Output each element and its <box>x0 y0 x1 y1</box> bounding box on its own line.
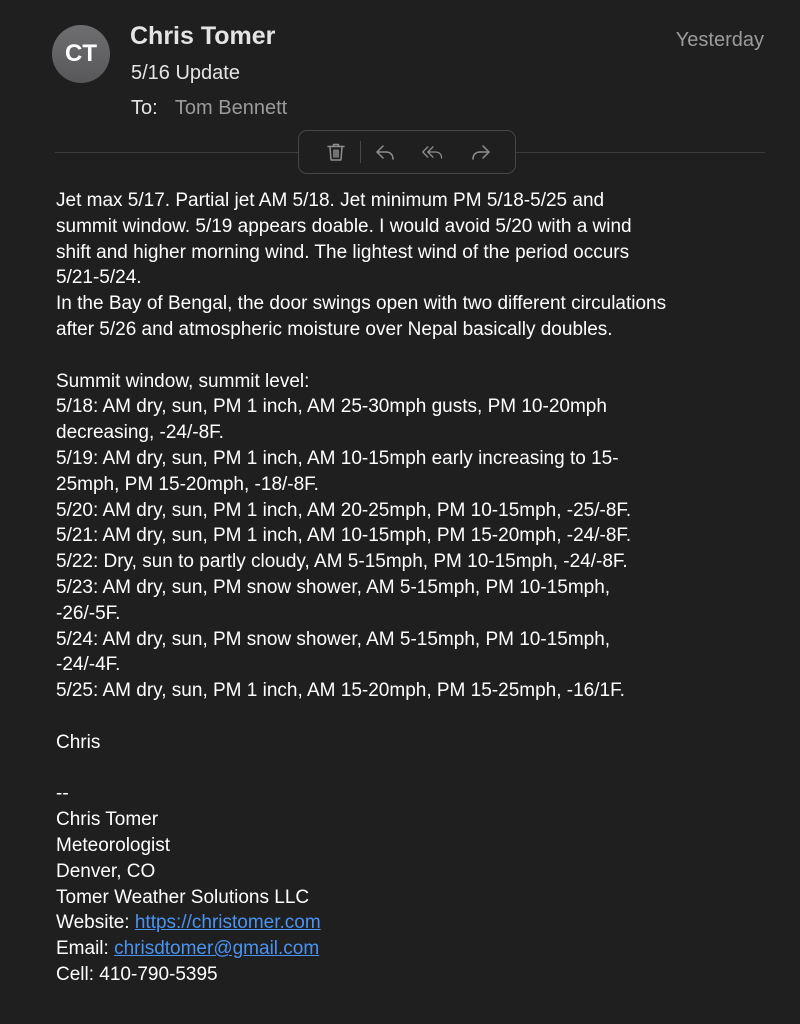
website-label: Website: <box>56 912 135 934</box>
message-date: Yesterday <box>675 29 764 51</box>
forecast-line: 5/21: AM dry, sun, PM 1 inch, AM 10-15mph, PM 15-20mph, -24/-8F. <box>56 525 632 547</box>
signature-location: Denver, CO <box>56 860 156 882</box>
forecast-line: decreasing, -24/-8F. <box>56 422 224 444</box>
paragraph-gap <box>56 756 776 782</box>
forecast-line: 5/25: AM dry, sun, PM 1 inch, AM 15-20mph, PM 15-25mph, -16/1F. <box>56 680 625 702</box>
signature-cell: Cell: 410-790-5395 <box>56 963 218 985</box>
sender-name[interactable]: Chris Tomer <box>130 22 276 50</box>
forward-icon <box>469 140 493 164</box>
signature-title: Meteorologist <box>56 834 171 856</box>
forecast-line: -26/-5F. <box>56 602 121 624</box>
forward-button[interactable] <box>463 134 499 170</box>
recipient-name[interactable]: Tom Bennett <box>174 97 288 119</box>
signature-name: Chris Tomer <box>56 809 159 831</box>
reply-all-icon <box>421 140 445 164</box>
closing-name: Chris <box>56 731 101 753</box>
to-label: To: <box>131 97 158 119</box>
body-line: In the Bay of Bengal, the door swings open with two different circulations <box>56 293 667 315</box>
forecast-line: 5/20: AM dry, sun, PM 1 inch, AM 20-25mph, PM 10-15mph, -25/-8F. <box>56 499 632 521</box>
signature-company: Tomer Weather Solutions LLC <box>56 886 310 908</box>
forecast-line: 5/22: Dry, sun to partly cloudy, AM 5-15mph, PM 10-15mph, -24/-8F. <box>56 551 628 573</box>
email-label: Email: <box>56 938 115 960</box>
forecast-line: 5/23: AM dry, sun, PM snow shower, AM 5-15mph, PM 10-15mph, <box>56 576 611 598</box>
forecast-line: 5/19: AM dry, sun, PM 1 inch, AM 10-15mph early increasing to 15- <box>56 447 619 469</box>
avatar-initials: CT <box>65 40 97 67</box>
paragraph-gap <box>56 704 776 730</box>
signature-separator: -- <box>56 783 69 805</box>
recipient-line <box>131 97 287 120</box>
forecast-line: -24/-4F. <box>56 654 121 676</box>
body-line: Jet max 5/17. Partial jet AM 5/18. Jet minimum PM 5/18-5/25 and <box>56 190 605 211</box>
avatar[interactable] <box>52 25 110 83</box>
forecast-line: 25mph, PM 15-20mph, -18/-8F. <box>56 473 319 495</box>
message-toolbar <box>298 130 516 174</box>
message-body <box>56 188 776 988</box>
reply-all-button[interactable] <box>415 134 451 170</box>
paragraph-gap <box>56 343 776 369</box>
reply-button[interactable] <box>367 134 403 170</box>
email-link[interactable]: chrisdtomer@gmail.com <box>114 938 320 960</box>
reply-icon <box>373 140 397 164</box>
forecast-line: 5/18: AM dry, sun, PM 1 inch, AM 25-30mph gusts, PM 10-20mph <box>56 396 607 418</box>
forecast-heading: Summit window, summit level: <box>56 370 310 392</box>
body-line: shift and higher morning wind. The lightest wind of the period occurs <box>56 241 630 263</box>
body-line: summit window. 5/19 appears doable. I would avoid 5/20 with a wind <box>56 215 632 237</box>
signature-email <box>56 936 776 962</box>
website-link[interactable]: https://christomer.com <box>134 912 321 934</box>
body-line: 5/21-5/24. <box>56 267 142 289</box>
body-line: after 5/26 and atmospheric moisture over Nepal basically doubles. <box>56 318 613 340</box>
delete-button[interactable] <box>318 134 354 170</box>
signature-website <box>56 910 776 936</box>
trash-icon <box>324 140 348 164</box>
forecast-line: 5/24: AM dry, sun, PM snow shower, AM 5-15mph, PM 10-15mph, <box>56 628 611 650</box>
toolbar-separator <box>360 141 361 163</box>
message-subject: 5/16 Update <box>131 62 240 84</box>
